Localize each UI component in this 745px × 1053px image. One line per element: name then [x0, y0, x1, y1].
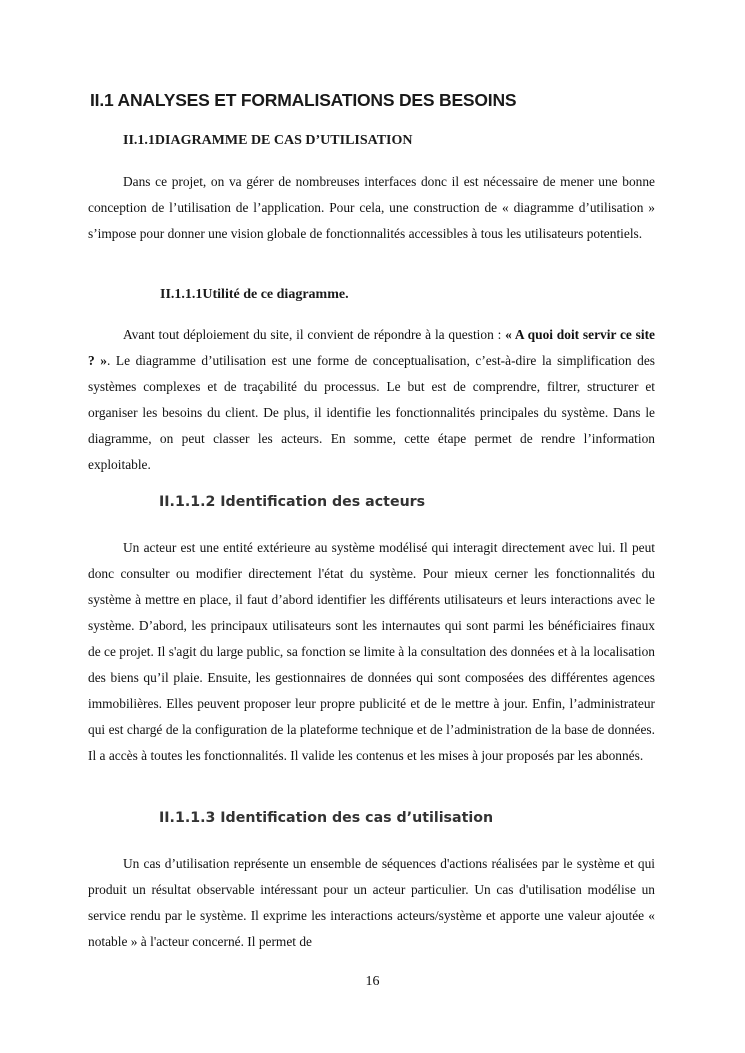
part-3-title: II.1.1.3 Identification des cas d’utilisation	[159, 810, 494, 826]
part-3-paragraph: Un cas d’utilisation représente un ensemble de séquences d'actions réalisées par le système et qui produit un résultat observable intéressant pour un acteur particulier. Un cas d'utilisation modélise un service rendu par le système. Il exprime les interactions acteurs/système et apporte une valeur ajoutée « notable » à l'acteur concerné. Il permet de	[88, 856, 655, 949]
section-title: II.1 ANALYSES ET FORMALISATIONS DES BESOINS	[90, 90, 517, 110]
part-1-text-before: Avant tout déploiement du site, il convient de répondre à la question :	[123, 327, 506, 342]
part-2-title: II.1.1.2 Identification des acteurs	[159, 494, 426, 510]
page-number: 16	[365, 974, 380, 989]
part-1-paragraph	[88, 322, 655, 478]
part-1-title: II.1.1.1Utilité de ce diagramme.	[160, 287, 349, 302]
part-2-paragraph: Un acteur est une entité extérieure au système modélisé qui interagit directement avec lui. Il peut donc consulter ou modifier directement l'état du système. Pour mieux cerner les fonctionnalités du système à mettre en place, il faut d’abord identifier les différents utilisateurs et leurs interactions avec le système. D’abord, les principaux utilisateurs sont les internautes qui sont parmi les bénéficiaires finaux de ce projet. Il s'agit du large public, sa fonction se limite à la consultation des données et à la localisation des biens qu’il plaie. Ensuite, les gestionnaires de données qui sont composées des différentes agences immobilières. Elles peuvent proposer leur propre publicité et de le mettre à jour. Enfin, l’administrateur qui est chargé de la configuration de la plateforme technique et de l’administration de la base de données. Il a accès à toutes les fonctionnalités. Il valide les contenus et les mises à jour proposés par les abonnés.	[88, 540, 655, 763]
part-1-question: « A quoi doit servir ce site ? »	[88, 327, 655, 368]
subsection-title: II.1.1DIAGRAMME DE CAS D’UTILISATION	[123, 133, 413, 148]
part-1-text-after: . Le diagramme d’utilisation est une forme de conceptualisation, c’est-à-dire la simplification des systèmes complexes et de traçabilité du processus. Le but est de comprendre, filtrer, structurer et organiser les besoins du client. De plus, il identifie les fonctionnalités principales du système. Dans le diagramme, on peut classer les acteurs. En somme, cette étape permet de rendre l’information exploitable.	[88, 353, 655, 472]
intro-paragraph: Dans ce projet, on va gérer de nombreuses interfaces donc il est nécessaire de mener une bonne conception de l’utilisation de l’application. Pour cela, une construction de « diagramme d’utilisation » s’impose pour donner une vision globale de fonctionnalités accessibles à tous les utilisateurs potentiels.	[88, 174, 655, 241]
